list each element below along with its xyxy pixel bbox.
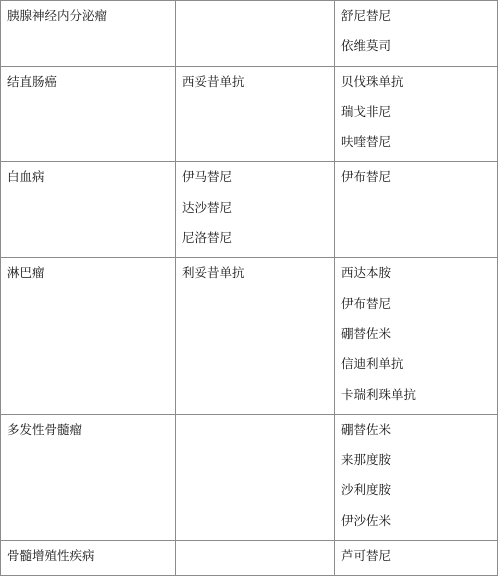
disease-cell bbox=[1, 258, 176, 414]
drug-cell-col2 bbox=[176, 162, 335, 258]
drug-name: 来那度胺 bbox=[341, 452, 392, 468]
table-row bbox=[1, 541, 498, 576]
drug-name: 瑞戈非尼 bbox=[341, 103, 392, 119]
drug-cell-col3 bbox=[335, 66, 498, 162]
disease-name: 白血病 bbox=[7, 169, 45, 185]
drug-cell-col3 bbox=[335, 1, 498, 67]
drug-name: 信迪利单抗 bbox=[341, 356, 404, 372]
drug-name: 利妥昔单抗 bbox=[182, 265, 245, 281]
drug-cell-col2 bbox=[176, 414, 335, 540]
drug-name: 西妥昔单抗 bbox=[182, 73, 245, 89]
table-row bbox=[1, 66, 498, 162]
disease-name: 结直肠癌 bbox=[7, 73, 58, 89]
disease-name: 骨髓增殖性疾病 bbox=[7, 548, 95, 564]
drug-cell-col2 bbox=[176, 1, 335, 67]
disease-name: 胰腺神经内分泌瘤 bbox=[7, 8, 108, 23]
disease-cell bbox=[1, 162, 176, 258]
drug-cell-col3 bbox=[335, 541, 498, 576]
disease-cell bbox=[1, 414, 176, 540]
table-row bbox=[1, 1, 498, 67]
disease-name: 淋巴瘤 bbox=[7, 265, 45, 281]
drug-name: 伊沙佐米 bbox=[341, 512, 392, 528]
drug-cell-col2 bbox=[176, 258, 335, 414]
disease-cell bbox=[1, 66, 176, 162]
drug-name: 伊布替尼 bbox=[341, 295, 392, 311]
table-row bbox=[1, 162, 498, 258]
drug-cell-col3 bbox=[335, 162, 498, 258]
drug-name: 芦可替尼 bbox=[341, 548, 392, 564]
drug-cell-col3 bbox=[335, 414, 498, 540]
drug-name: 西达本胺 bbox=[341, 265, 392, 281]
drug-name: 硼替佐米 bbox=[341, 421, 392, 437]
drug-name: 贝伐珠单抗 bbox=[341, 73, 404, 89]
drug-cell-col3 bbox=[335, 258, 498, 414]
table-row bbox=[1, 258, 498, 414]
drug-name: 伊马替尼 bbox=[182, 169, 233, 185]
drug-name: 硼替佐米 bbox=[341, 325, 392, 341]
drug-name: 尼洛替尼 bbox=[182, 230, 233, 246]
disease-cell bbox=[1, 541, 176, 576]
drug-name: 达沙替尼 bbox=[182, 199, 233, 215]
table-row bbox=[1, 414, 498, 540]
drug-name: 呋喹替尼 bbox=[341, 134, 392, 150]
drug-name: 舒尼替尼 bbox=[341, 8, 392, 23]
drug-cell-col2 bbox=[176, 541, 335, 576]
drug-name: 伊布替尼 bbox=[341, 169, 392, 185]
drug-name: 依维莫司 bbox=[341, 38, 392, 54]
disease-cell bbox=[1, 1, 176, 67]
drug-name: 卡瑞利珠单抗 bbox=[341, 386, 417, 402]
drug-name: 沙利度胺 bbox=[341, 482, 392, 498]
drug-cell-col2 bbox=[176, 66, 335, 162]
disease-name: 多发性骨髓瘤 bbox=[7, 421, 83, 437]
